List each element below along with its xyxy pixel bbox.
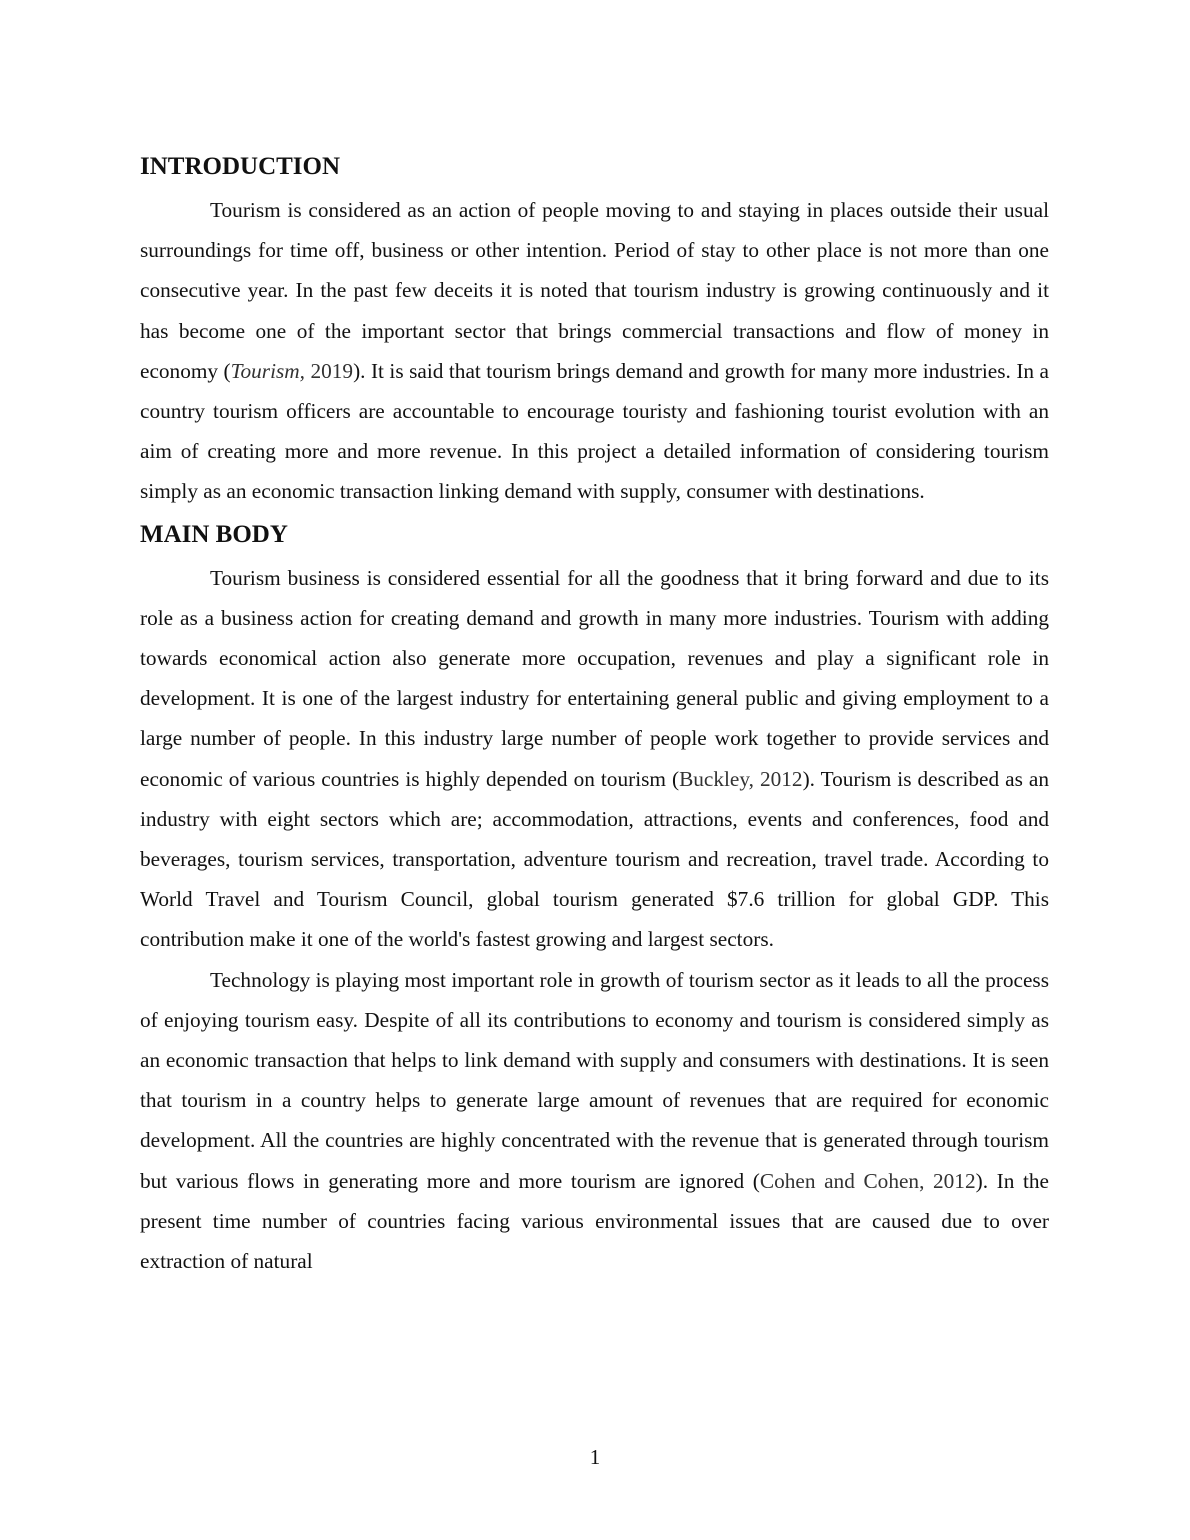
introduction-text-part-2: ). It is said that tourism brings demand and growth for many more industries. In a country tourism officers are accountable to encourage touristy and fashioning tourist evolution with an aim of creating more and more revenue. In this project a detailed information of considering tourism simply as an economic transaction linking demand with supply, consumer with destinations. xyxy=(140,358,1049,504)
main-body-p1-text-part-2: ). Tourism is described as an industry with eight sectors which are; accommodation, attractions, events and conferences, food and beverages, tourism services, transportation, adventure tourism and recreation, travel trade. According to World Travel and Tourism Council, global tourism generated $7.6 trillion for global GDP. This contribution make it one of the world's fastest growing and largest sectors. xyxy=(140,766,1049,952)
main-body-paragraph-1 xyxy=(140,558,1049,960)
citation-tourism: Tourism, xyxy=(230,358,306,383)
main-body-p1-text-part-1: Tourism business is considered essential for all the goodness that it bring forward and due to its role as a business action for creating demand and growth in many more industries. Tourism with adding towards economical action also generate more occupation, revenues and play a significant role in development. It is one of the largest industry for entertaining general public and giving employment to a large number of people. In this industry large number of people work together to provide services and economic of various countries is highly depended on tourism ( xyxy=(140,565,1049,791)
main-body-heading: MAIN BODY xyxy=(140,520,288,548)
citation-cohen: Cohen and Cohen, 2012 xyxy=(759,1168,976,1193)
citation-buckley: Buckley, 2012 xyxy=(679,766,803,791)
citation-tourism-year: 2019 xyxy=(305,358,354,383)
introduction-paragraph xyxy=(140,190,1049,512)
document-page xyxy=(140,150,1049,1281)
page-number: 1 xyxy=(589,1445,601,1469)
main-body-paragraph-2 xyxy=(140,960,1049,1282)
main-body-p2-text-part-1: Technology is playing most important role in growth of tourism sector as it leads to all the process of enjoying tourism easy. Despite of all its contributions to economy and tourism is considered simply as an economic transaction that helps to link demand with supply and consumers with destinations. It is seen that tourism in a country helps to generate large amount of revenues that are required for economic development. All the countries are highly concentrated with the revenue that is generated through tourism but various flows in generating more and more tourism are ignored ( xyxy=(140,967,1049,1193)
main-body-p2-text-part-2: ). In the present time number of countries facing various environmental issues that are caused due to over extraction of natural xyxy=(140,1168,1050,1274)
introduction-heading: INTRODUCTION xyxy=(140,153,341,180)
introduction-text-part-1: Tourism is considered as an action of people moving to and staying in places outside their usual surroundings for time off, business or other intention. Period of stay to other place is not more than one consecutive year. In the past few deceits it is noted that tourism industry is growing continuously and it has become one of the important sector that brings commercial transactions and flow of money in economy ( xyxy=(140,198,1049,383)
